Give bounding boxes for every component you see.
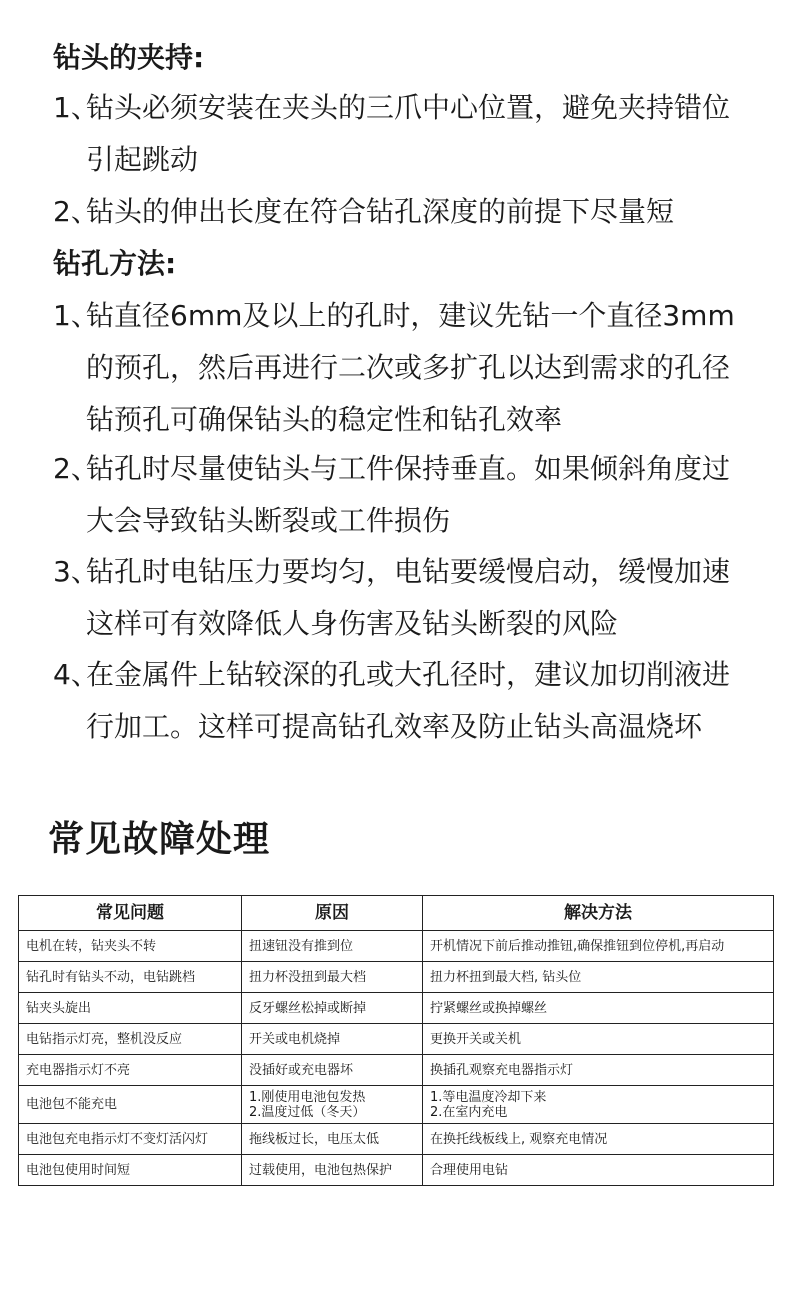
- table-row: [19, 993, 774, 1024]
- solution-cell: 换插孔观察充电器指示灯: [423, 1055, 774, 1086]
- method-item-2: [53, 443, 753, 547]
- item-text: 在金属件上钻较深的孔或大孔径时，建议加切削液进行加工。这样可提高钻孔效率及防止钻头高温烧坏: [86, 658, 731, 743]
- clamping-item-1: [53, 82, 753, 186]
- table-row: [19, 1024, 774, 1055]
- clamping-item-2: [53, 186, 753, 238]
- item-number: 4、: [53, 658, 99, 691]
- table-row: [19, 1055, 774, 1086]
- problem-cell: 电池包使用时间短: [19, 1155, 242, 1186]
- problem-cell: 电池包不能充电: [19, 1086, 242, 1124]
- table-row: [19, 931, 774, 962]
- method-item-1: [53, 290, 753, 446]
- section-heading-drill-clamping: 钻头的夹持:: [53, 41, 205, 74]
- item-text: 钻孔时尽量使钻头与工件保持垂直。如果倾斜角度过大会导致钻头断裂或工件损伤: [86, 452, 731, 537]
- item-text: 钻孔时电钻压力要均匀，电钻要缓慢启动，缓慢加速这样可有效降低人身伤害及钻头断裂的风险: [86, 555, 731, 640]
- section-heading-drilling-method: 钻孔方法:: [53, 247, 177, 280]
- cause-cell: 拖线板过长，电压太低: [242, 1124, 423, 1155]
- item-number: 2、: [53, 452, 99, 485]
- cause-cell: 1.刚使用电池包发热 2.温度过低（冬天）: [242, 1086, 423, 1124]
- cause-cell: 扭力杯没扭到最大档: [242, 962, 423, 993]
- solution-cell: 在换托线板线上, 观察充电情况: [423, 1124, 774, 1155]
- solution-cell: 开机情况下前后推动推钮,确保推钮到位停机,再启动: [423, 931, 774, 962]
- solution-cell: 拧紧螺丝或换掉螺丝: [423, 993, 774, 1024]
- solution-cell: 扭力杯扭到最大档, 钻头位: [423, 962, 774, 993]
- troubleshooting-title: 常见故障处理: [48, 819, 271, 860]
- cause-cell: 反牙螺丝松掉或断掉: [242, 993, 423, 1024]
- solution-cell: 1.等电温度冷却下来 2.在室内充电: [423, 1086, 774, 1124]
- table-row: [19, 1124, 774, 1155]
- cause-cell: 开关或电机烧掉: [242, 1024, 423, 1055]
- item-number: 3、: [53, 555, 99, 588]
- table-row: [19, 962, 774, 993]
- header-cause: 原因: [242, 896, 423, 931]
- item-text: 钻直径6mm及以上的孔时，建议先钻一个直径3mm的预孔，然后再进行二次或多扩孔以达到需求的孔径钻预孔可确保钻头的稳定性和钻孔效率: [86, 299, 735, 436]
- troubleshooting-table: [18, 895, 774, 1186]
- problem-cell: 电池包充电指示灯不变灯活闪灯: [19, 1124, 242, 1155]
- item-number: 1、: [53, 91, 99, 124]
- header-solution: 解决方法: [423, 896, 774, 931]
- solution-cell: 合理使用电钻: [423, 1155, 774, 1186]
- cause-cell: 扭速钮没有推到位: [242, 931, 423, 962]
- item-number: 2、: [53, 195, 99, 228]
- item-text: 钻头必须安装在夹头的三爪中心位置，避免夹持错位引起跳动: [86, 91, 731, 176]
- cause-cell: 没插好或充电器坏: [242, 1055, 423, 1086]
- cause-cell: 过载使用，电池包热保护: [242, 1155, 423, 1186]
- problem-cell: 电钻指示灯亮，整机没反应: [19, 1024, 242, 1055]
- header-problem: 常见问题: [19, 896, 242, 931]
- problem-cell: 钻孔时有钻头不动，电钻跳档: [19, 962, 242, 993]
- table-row: [19, 1086, 774, 1124]
- problem-cell: 钻夹头旋出: [19, 993, 242, 1024]
- method-item-3: [53, 546, 753, 650]
- table-header-row: [19, 896, 774, 931]
- item-text: 钻头的伸出长度在符合钻孔深度的前提下尽量短: [86, 195, 675, 228]
- table-row: [19, 1155, 774, 1186]
- solution-cell: 更换开关或关机: [423, 1024, 774, 1055]
- method-item-4: [53, 649, 753, 753]
- problem-cell: 充电器指示灯不亮: [19, 1055, 242, 1086]
- problem-cell: 电机在转，钻夹头不转: [19, 931, 242, 962]
- item-number: 1、: [53, 299, 99, 332]
